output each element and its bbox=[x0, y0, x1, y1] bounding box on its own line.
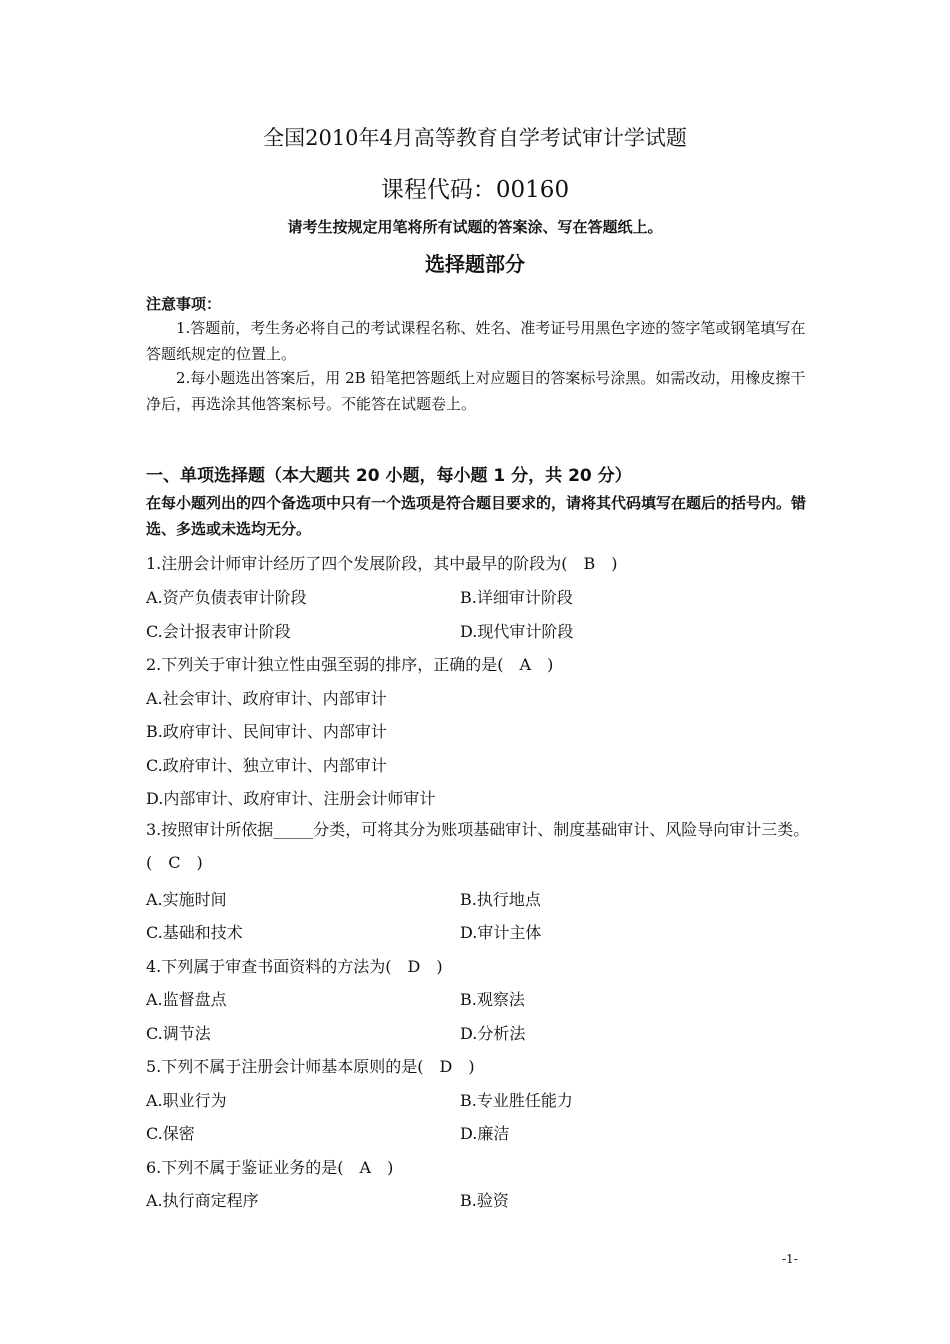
page-number: -1- bbox=[782, 1252, 798, 1266]
section-description: 在每小题列出的四个备选项中只有一个选项是符合题目要求的，请将其代码填写在题后的括号内。错选、多选或未选均无分。 bbox=[146, 494, 807, 538]
question-5-stem: 5.下列不属于注册会计师基本原则的是( D ) bbox=[146, 1057, 475, 1076]
q3-option-b: B.执行地点 bbox=[460, 890, 541, 909]
q5-option-b: B.专业胜任能力 bbox=[460, 1091, 573, 1110]
question-1-stem: 1.注册会计师审计经历了四个发展阶段，其中最早的阶段为( B ) bbox=[146, 554, 618, 573]
section-heading: 一、单项选择题（本大题共 20 小题，每小题 1 分，共 20 分） bbox=[146, 466, 632, 486]
course-code: 课程代码：00160 bbox=[380, 177, 570, 203]
q2-option-a: A.社会审计、政府审计、内部审计 bbox=[146, 689, 387, 708]
q4-option-b: B.观察法 bbox=[460, 990, 525, 1009]
q2-option-c: C.政府审计、独立审计、内部审计 bbox=[146, 756, 387, 775]
answer-instruction: 请考生按规定用笔将所有试题的答案涂、写在答题纸上。 bbox=[287, 218, 663, 236]
question-4-stem: 4.下列属于审查书面资料的方法为( D ) bbox=[146, 957, 443, 976]
q2-option-d: D.内部审计、政府审计、注册会计师审计 bbox=[146, 789, 436, 808]
q4-option-d: D.分析法 bbox=[460, 1024, 526, 1043]
exam-title: 全国2010年4月高等教育自学考试审计学试题 bbox=[263, 126, 687, 150]
question-3-stem: 3.按照审计所依据_____分类，可将其分为账项基础审计、制度基础审计、风险导向审计三类。( C ) bbox=[146, 820, 810, 872]
q1-option-d: D.现代审计阶段 bbox=[460, 622, 574, 641]
q5-option-d: D.廉洁 bbox=[460, 1124, 510, 1143]
q4-option-c: C.调节法 bbox=[146, 1024, 211, 1043]
q4-option-a: A.监督盘点 bbox=[146, 990, 227, 1009]
q3-option-d: D.审计主体 bbox=[460, 923, 542, 942]
q1-option-a: A.资产负债表审计阶段 bbox=[146, 588, 307, 607]
q3-option-c: C.基础和技术 bbox=[146, 923, 243, 942]
note-item-2: 2.每小题选出答案后，用 2B 铅笔把答题纸上对应题目的答案标号涂黑。如需改动，用橡皮擦干净后，再选涂其他答案标号。不能答在试题卷上。 bbox=[146, 369, 806, 413]
notes-heading: 注意事项： bbox=[146, 295, 222, 313]
q6-option-a: A.执行商定程序 bbox=[146, 1191, 259, 1210]
part-title: 选择题部分 bbox=[425, 252, 525, 276]
question-6-stem: 6.下列不属于鉴证业务的是( A ) bbox=[146, 1158, 394, 1177]
q1-option-b: B.详细审计阶段 bbox=[460, 588, 573, 607]
q5-option-c: C.保密 bbox=[146, 1124, 195, 1143]
q2-option-b: B.政府审计、民间审计、内部审计 bbox=[146, 722, 387, 741]
q3-option-a: A.实施时间 bbox=[146, 890, 227, 909]
q5-option-a: A.职业行为 bbox=[146, 1091, 227, 1110]
q1-option-c: C.会计报表审计阶段 bbox=[146, 622, 291, 641]
q6-option-b: B.验资 bbox=[460, 1191, 509, 1210]
note-item-1: 1.答题前，考生务必将自己的考试课程名称、姓名、准考证号用黑色字迹的签字笔或钢笔填写在答题纸规定的位置上。 bbox=[146, 319, 806, 363]
question-2-stem: 2.下列关于审计独立性由强至弱的排序，正确的是( A ) bbox=[146, 655, 554, 674]
